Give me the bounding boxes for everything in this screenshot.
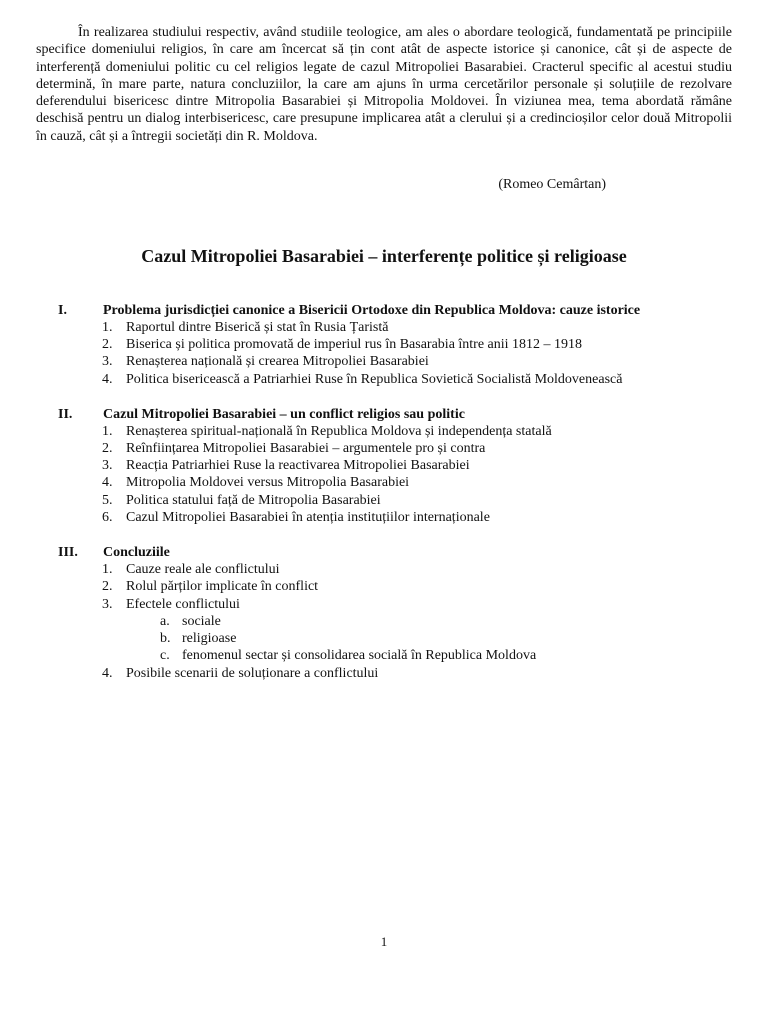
list-item-text: Mitropolia Moldovei versus Mitropolia Basarabiei [126,475,410,490]
list-item-text: Politica bisericească a Patriarhiei Ruse în Republica Sovietică Socialistă Moldovenească [126,372,623,387]
list-item-number: 1. [102,562,113,577]
list-item-text: Renașterea națională și crearea Mitropoliei Basarabiei [126,354,429,369]
list-item-number: 4. [102,372,113,387]
list-item-number: 5. [102,493,113,508]
list-item-number: 2. [102,579,113,594]
list-item-text: Reacția Patriarhiei Ruse la reactivarea Mitropoliei Basarabiei [126,458,470,473]
list-item-number: 1. [102,320,113,335]
list-item-text: Renașterea spiritual-națională în Republica Moldova și independența statală [126,424,552,439]
section-number: I. [58,303,67,318]
list-item-text: sociale [182,614,221,629]
list-item-text: Politica statului față de Mitropolia Basarabiei [126,493,381,508]
section-number: II. [58,407,73,422]
list-item-number: 3. [102,597,113,612]
list-item-text: Cazul Mitropoliei Basarabiei în atenția instituțiilor internaționale [126,510,490,525]
list-item-text: Cauze reale ale conflictului [126,562,280,577]
list-item-number: 4. [102,475,113,490]
list-item-text: Efectele conflictului [126,597,240,612]
intro-paragraph: În realizarea studiului respectiv, având studiile teologice, am ales o abordare teologică, fundamentată pe principiile specifice domeniului religios, în care am încercat să țin cont atât de aspecte istorice și canonice, cât și de aspecte de interferență domeniului politic cu cel religios legate de cazul Mitropoliei Basarabiei. Cracterul specific al acestui studiu determină, în mare parte, natura concluziilor, la care am ajuns în urma cercetărilor personale și soluțiile de rezolvare deferendului bisericesc dintre Mitropolia Basarabiei și Mitropolia Moldovei. În viziunea mea, tema abordată rămâne deschisă pentru un dialog interbisericesc, care presupune implicarea atât a clerului și a credincioșilor celor două Mitropolii în cauză, cât și a întregii societăți din R. Moldova. [36,25,732,144]
list-item-number: 1. [102,424,113,439]
list-item-text: Rolul părților implicate în conflict [126,579,319,594]
author-signature: (Romeo Cemârtan) [498,177,606,192]
list-item-text: Raportul dintre Biserică și stat în Rusia Țaristă [126,320,389,335]
list-item-letter: a. [160,614,170,629]
section-title: Problema jurisdicției canonice a Bisericii Ortodoxe din Republica Moldova: cauze istorice [103,303,641,318]
list-item-letter: c. [160,648,170,663]
list-item-text: religioase [182,631,237,646]
list-item-number: 3. [102,458,113,473]
list-item-letter: b. [160,631,171,646]
section-title: Cazul Mitropoliei Basarabiei – un conflict religios sau politic [103,407,465,422]
list-item-number: 6. [102,510,113,525]
document-title: Cazul Mitropoliei Basarabiei – interferențe politice și religioase [141,246,627,266]
list-item-text: Biserica și politica promovată de imperiul rus în Basarabia între anii 1812 – 1918 [126,337,583,352]
section-title: Concluziile [103,545,170,560]
list-item-text: Reînființarea Mitropoliei Basarabiei – argumentele pro și contra [126,441,486,456]
list-item-number: 2. [102,337,113,352]
list-item-text: fenomenul sectar și consolidarea socială în Republica Moldova [182,648,537,663]
page-number: 1 [380,934,388,949]
list-item-number: 4. [102,666,113,681]
section-number: III. [58,545,78,560]
list-item-number: 3. [102,354,113,369]
list-item-text: Posibile scenarii de soluționare a conflictului [126,666,379,681]
list-item-number: 2. [102,441,113,456]
